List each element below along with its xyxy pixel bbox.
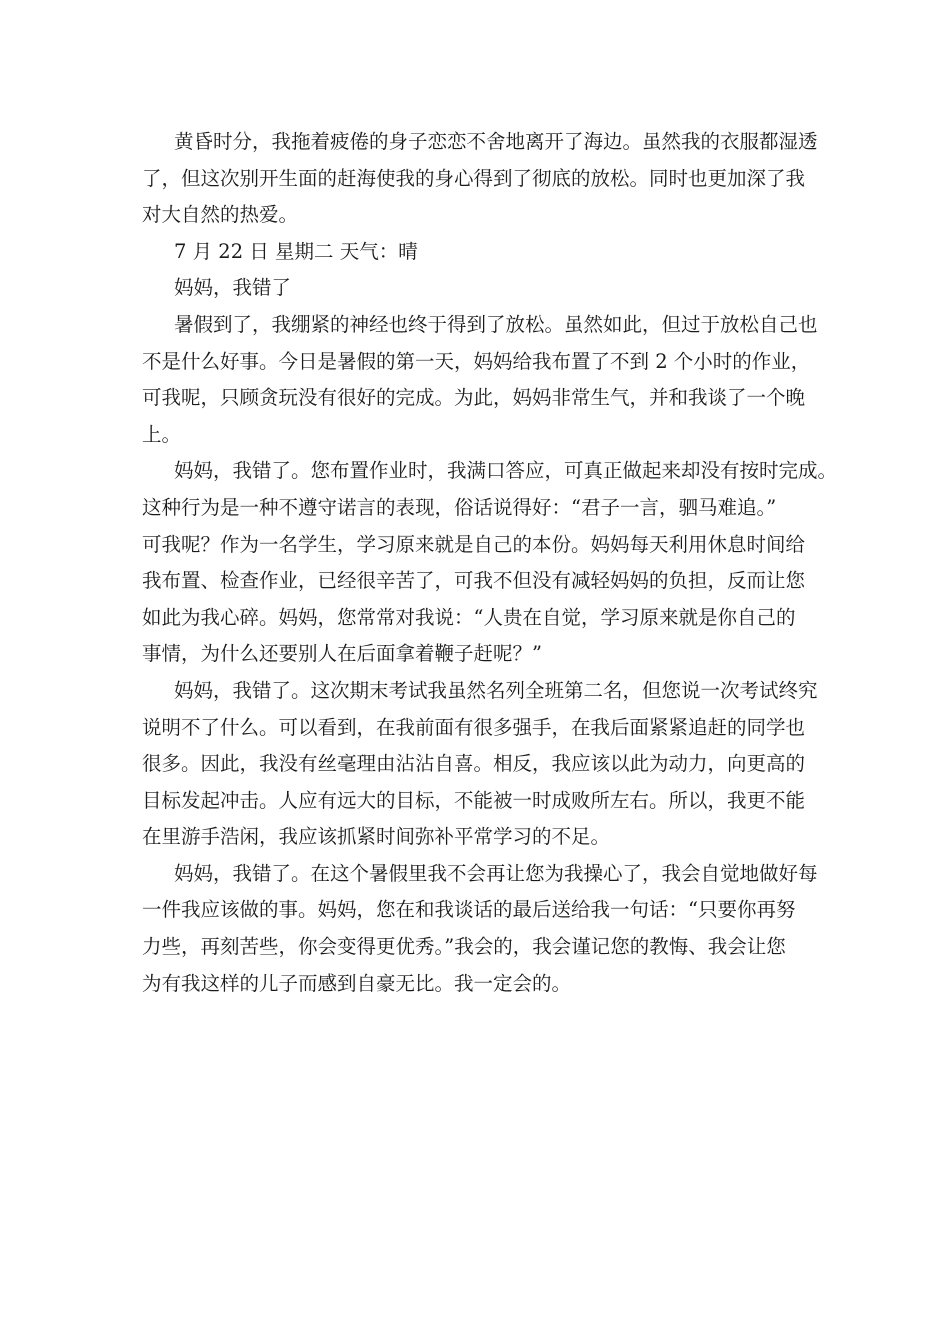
text-line: 可我呢？作为一名学生，学习原来就是自己的本份。妈妈每天利用休息时间给 xyxy=(142,532,806,556)
text-line: 为有我这样的儿子而感到自豪无比。我一定会的。 xyxy=(142,971,572,995)
text-line: 说明不了什么。可以看到，在我前面有很多强手，在我后面紧紧追赶的同学也 xyxy=(142,715,806,739)
text-line: 在里游手浩闲，我应该抓紧时间弥补平常学习的不足。 xyxy=(142,825,611,849)
text-line: 妈妈，我错了。这次期末考试我虽然名列全班第二名，但您说一次考试终究 xyxy=(174,678,818,702)
text-line: 对大自然的热爱。 xyxy=(142,203,299,227)
text-line: 很多。因此，我没有丝毫理由沾沾自喜。相反，我应该以此为动力，向更高的 xyxy=(142,752,806,776)
text-line: 了，但这次别开生面的赶海使我的身心得到了彻底的放松。同时也更加深了我 xyxy=(142,166,806,190)
text-line: 事情，为什么还要别人在后面拿着鞭子赶呢？” xyxy=(142,642,542,666)
text-line: 妈妈，我错了。在这个暑假里我不会再让您为我操心了，我会自觉地做好每 xyxy=(174,861,818,885)
text-line: 暑假到了，我绷紧的神经也终于得到了放松。虽然如此，但过于放松自己也 xyxy=(174,312,818,336)
text-line: 可我呢，只顾贪玩没有很好的完成。为此，妈妈非常生气，并和我谈了一个晚 xyxy=(142,386,806,410)
text-line: 我布置、检查作业，已经很辛苦了，可我不但没有减轻妈妈的负担，反而让您 xyxy=(142,569,806,593)
text-line: 上。 xyxy=(142,422,182,446)
text-line: 一件我应该做的事。妈妈，您在和我谈话的最后送给我一句话：“只要你再努 xyxy=(142,898,796,922)
diary-date-line: 7 月 22 日 星期二 天气：晴 xyxy=(174,239,418,263)
text-line: 这种行为是一种不遵守诺言的表现，俗话说得好：“君子一言，驷马难追。” xyxy=(142,495,777,519)
diary-title: 妈妈，我错了 xyxy=(174,276,292,300)
text-line: 如此为我心碎。妈妈，您常常对我说：“人贵在自觉，学习原来就是你自己的 xyxy=(142,605,796,629)
text-line: 不是什么好事。今日是暑假的第一天，妈妈给我布置了不到 2 个小时的作业， xyxy=(142,349,811,373)
text-line: 力些，再刻苦些，你会变得更优秀。”我会的，我会谨记您的教悔、我会让您 xyxy=(142,935,786,959)
document-body xyxy=(142,124,838,1002)
text-line: 目标发起冲击。人应有远大的目标，不能被一时成败所左右。所以，我更不能 xyxy=(142,788,806,812)
text-line: 妈妈，我错了。您布置作业时，我满口答应，可真正做起来却没有按时完成。 xyxy=(174,459,838,483)
text-line: 黄昏时分，我拖着疲倦的身子恋恋不舍地离开了海边。虽然我的衣服都湿透 xyxy=(174,130,818,153)
